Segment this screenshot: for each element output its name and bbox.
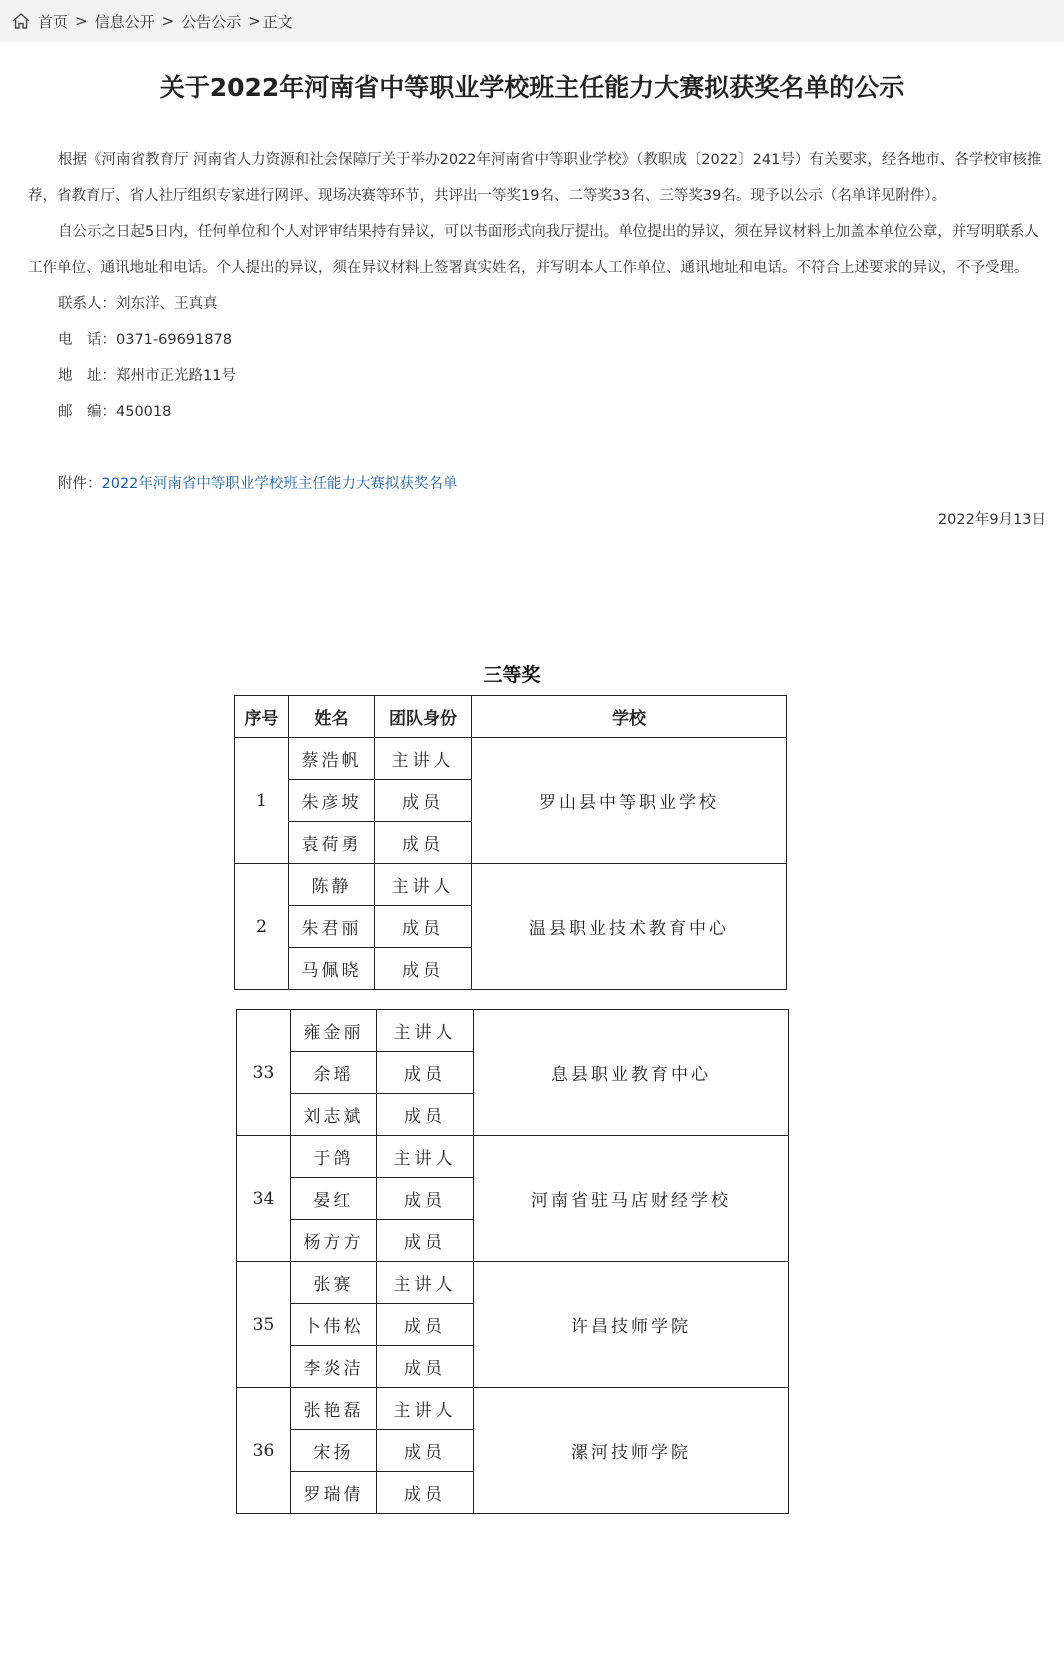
cell-role: 成员 [375, 906, 472, 948]
contact-line: 联系人：刘东洋、王真真 [58, 296, 218, 312]
cell-role: 主讲人 [377, 1388, 474, 1430]
attachment-line [28, 466, 1046, 502]
address-line: 地 址：郑州市正光路11号 [58, 368, 236, 384]
cell-name: 杨方方 [291, 1220, 377, 1262]
postcode-line: 邮 编：450018 [58, 404, 172, 420]
table-row [237, 1010, 789, 1052]
breadcrumb [0, 0, 1064, 42]
cell-name: 朱君丽 [289, 906, 375, 948]
cell-name: 袁荷勇 [289, 822, 375, 864]
cell-role: 主讲人 [377, 1010, 474, 1052]
cell-role: 成员 [375, 948, 472, 990]
cell-school: 许昌技师学院 [474, 1262, 789, 1388]
table-row [237, 1136, 789, 1178]
breadcrumb-separator: > [161, 12, 175, 30]
cell-name: 马佩晓 [289, 948, 375, 990]
cell-school: 罗山县中等职业学校 [472, 738, 787, 864]
cell-role: 成员 [377, 1052, 474, 1094]
cell-number: 35 [237, 1262, 291, 1388]
home-icon[interactable] [12, 13, 30, 29]
header-school: 学校 [472, 696, 787, 738]
cell-role: 主讲人 [377, 1262, 474, 1304]
cell-name: 宋扬 [291, 1430, 377, 1472]
cell-role: 成员 [377, 1346, 474, 1388]
table-row [237, 1388, 789, 1430]
attachment-label: 附件： [58, 476, 102, 492]
cell-name: 朱彦坡 [289, 780, 375, 822]
award-table-part-1 [234, 695, 787, 990]
cell-number: 36 [237, 1388, 291, 1514]
cell-role: 主讲人 [375, 738, 472, 780]
cell-school: 温县职业技术教育中心 [472, 864, 787, 990]
breadcrumb-notice[interactable]: 公告公示 [181, 12, 242, 31]
cell-role: 成员 [375, 822, 472, 864]
header-number: 序号 [235, 696, 289, 738]
phone-line: 电 话：0371-69691878 [58, 332, 232, 348]
cell-role: 成员 [375, 780, 472, 822]
cell-name: 晏红 [291, 1178, 377, 1220]
cell-school: 漯河技师学院 [474, 1388, 789, 1514]
breadcrumb-current: 正文 [262, 12, 293, 31]
cell-name: 蔡浩帆 [289, 738, 375, 780]
cell-name: 刘志斌 [291, 1094, 377, 1136]
cell-role: 主讲人 [375, 864, 472, 906]
cell-name: 李炎洁 [291, 1346, 377, 1388]
cell-role: 成员 [377, 1220, 474, 1262]
breadcrumb-separator: > [75, 12, 88, 30]
publish-date: 2022年9月13日 [937, 512, 1046, 528]
cell-role: 成员 [377, 1430, 474, 1472]
paragraph-2: 自公示之日起5日内，任何单位和个人对评审结果持有异议，可以书面形式向我厅提出。单位提出的异议，须在异议材料上加盖本单位公章，并写明联系人工作单位、通讯地址和电话。个人提出的异议，须在异议材料上签署真实姓名，并写明本人工作单位、通讯地址和电话。不符合上述要求的异议，不予受理。 [28, 224, 1039, 276]
table-title: 三等奖 [483, 664, 541, 686]
header-name: 姓名 [289, 696, 375, 738]
cell-name: 余瑶 [291, 1052, 377, 1094]
article-body [28, 142, 1046, 538]
table-row [235, 738, 787, 780]
table-row [235, 864, 787, 906]
cell-school: 河南省驻马店财经学校 [474, 1136, 789, 1262]
cell-number: 33 [237, 1010, 291, 1136]
cell-name: 于鸽 [291, 1136, 377, 1178]
cell-role: 成员 [377, 1094, 474, 1136]
cell-role: 主讲人 [377, 1136, 474, 1178]
cell-school: 息县职业教育中心 [474, 1010, 789, 1136]
cell-role: 成员 [377, 1472, 474, 1514]
paragraph-1: 根据《河南省教育厅 河南省人力资源和社会保障厅关于举办2022年河南省中等职业学校》（教职成〔2022〕241号）有关要求，经各地市、各学校审核推荐，省教育厅、省人社厅组织专家进行网评、现场决赛等环节，共评出一等奖19名、二等奖33名、三等奖39名。现予以公示（名单详见附件）。 [28, 152, 1042, 204]
cell-name: 张艳磊 [291, 1388, 377, 1430]
award-table-part-2 [236, 1009, 789, 1514]
breadcrumb-home[interactable]: 首页 [38, 12, 69, 31]
cell-role: 成员 [377, 1304, 474, 1346]
header-role: 团队身份 [375, 696, 472, 738]
cell-name: 张赛 [291, 1262, 377, 1304]
cell-name: 陈静 [289, 864, 375, 906]
breadcrumb-separator: > [248, 12, 261, 30]
cell-name: 卜伟松 [291, 1304, 377, 1346]
cell-role: 成员 [377, 1178, 474, 1220]
cell-number: 34 [237, 1136, 291, 1262]
cell-name: 雍金丽 [291, 1010, 377, 1052]
cell-name: 罗瑞倩 [291, 1472, 377, 1514]
attachment-link[interactable]: 2022年河南省中等职业学校班主任能力大赛拟获奖名单 [101, 476, 458, 492]
cell-number: 2 [235, 864, 289, 990]
breadcrumb-info[interactable]: 信息公开 [94, 12, 155, 31]
page-title: 关于2022年河南省中等职业学校班主任能力大赛拟获奖名单的公示 [159, 73, 905, 102]
cell-number: 1 [235, 738, 289, 864]
table-header-row [235, 696, 787, 738]
table-row [237, 1262, 789, 1304]
